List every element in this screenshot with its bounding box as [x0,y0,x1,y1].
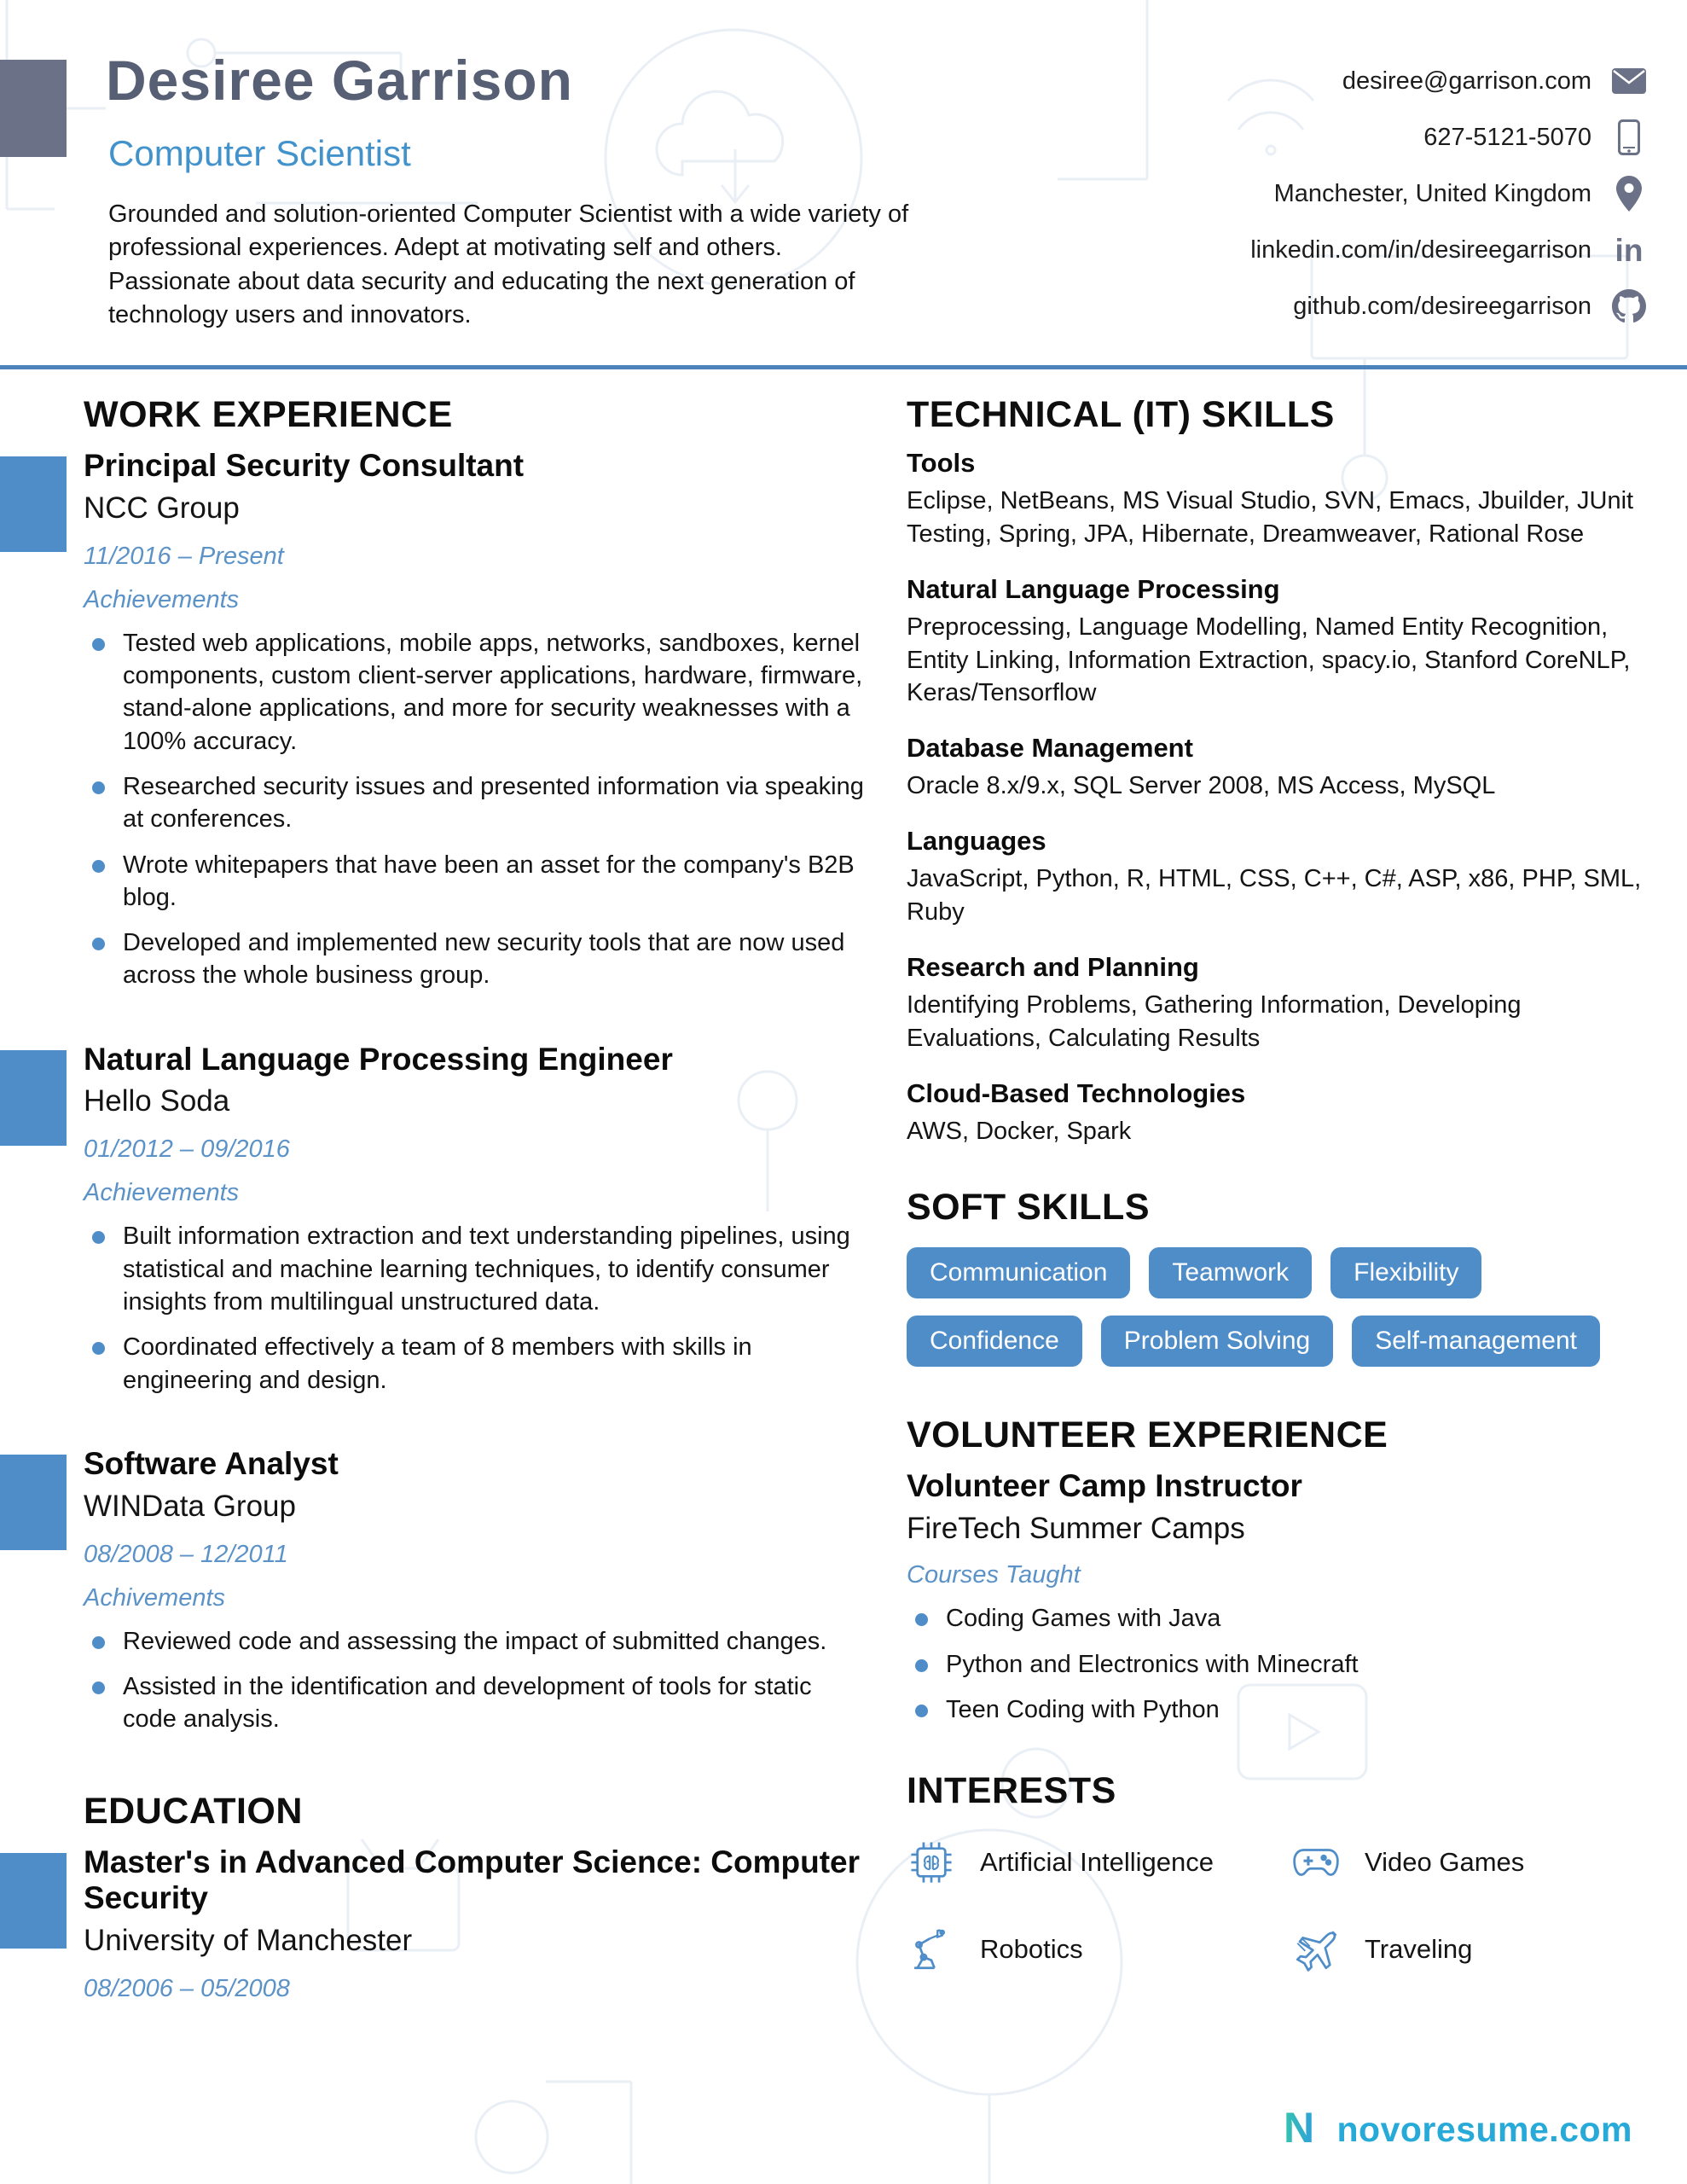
entry-accent-marker [0,1853,67,1949]
entry-accent-marker [0,456,67,552]
phone-icon [1610,119,1648,155]
soft-skills-section [907,1187,1650,1367]
bullet-item: Assisted in the identification and development of tools for static code analysis. [84,1670,864,1736]
interest-label: Traveling [1365,1934,1473,1965]
interest-item [907,1925,1266,1974]
novoresume-logo-icon [1283,2106,1325,2153]
interest-item [1291,1838,1650,1887]
soft-skill-badge: Self-management [1352,1316,1600,1367]
email-icon [1610,68,1648,94]
work-entry-org: NCC Group [84,491,240,525]
soft-skill-badge: Confidence [907,1316,1082,1367]
bullet-item: Coordinated effectively a team of 8 members with skills in engineering and design. [84,1331,864,1397]
contact-linkedin-text[interactable]: linkedin.com/in/desireegarrison [1250,235,1591,264]
soft-skill-badge: Problem Solving [1101,1316,1333,1367]
person-job-title: Computer Scientist [108,133,411,173]
svg-text:N: N [1283,2106,1314,2149]
header-accent-block [0,60,67,157]
skill-group [907,952,1650,1055]
skill-group [907,448,1650,551]
skill-group-name: Database Management [907,733,1193,764]
interest-label: Video Games [1365,1847,1525,1878]
work-entry-achievements-label: Achievements [84,1179,240,1207]
volunteer-courses-label: Courses Taught [907,1561,1081,1589]
education-section [84,1791,864,2004]
education-entry [84,1844,864,2004]
work-entry-date: 01/2012 – 09/2016 [84,1136,290,1164]
airplane-icon [1291,1925,1341,1974]
section-heading-soft-skills: SOFT SKILLS [907,1187,1150,1228]
skill-group-items: Oracle 8.x/9.x, SQL Server 2008, MS Access, MySQL [907,772,1496,800]
skill-group-name: Cloud-Based Technologies [907,1077,1246,1108]
skill-group [907,1078,1650,1148]
ai-chip-icon [907,1838,956,1887]
work-entry-title: Software Analyst [84,1445,339,1481]
section-heading-interests: INTERESTS [907,1770,1116,1812]
robot-arm-icon [907,1925,956,1974]
volunteer-org: FireTech Summer Camps [907,1512,1245,1546]
work-entry [84,1042,864,1397]
soft-skill-badge: Flexibility [1330,1247,1481,1298]
person-name: Desiree Garrison [106,49,573,112]
skill-group-name: Natural Language Processing [907,573,1280,604]
contact-linkedin[interactable] [1250,222,1648,278]
work-entry-title: Principal Security Consultant [84,448,525,483]
skill-group [907,574,1650,711]
bullet-item: Python and Electronics with Minecraft [907,1648,1650,1681]
work-entry [84,1446,864,1736]
work-entry-org: Hello Soda [84,1084,230,1118]
soft-skill-badge: Teamwork [1149,1247,1312,1298]
skill-group [907,826,1650,929]
bullet-item: Researched security issues and presented information via speaking at conferences. [84,770,864,836]
volunteer-title: Volunteer Camp Instructor [907,1468,1302,1504]
skill-group [907,733,1650,803]
interest-label: Artificial Intelligence [980,1847,1214,1878]
bullet-item: Built information extraction and text understanding pipelines, using statistical and machine learning techniques, to identify consumer insights from multilingual unstructured data. [84,1220,864,1318]
section-heading-work-experience: WORK EXPERIENCE [84,394,453,435]
entry-accent-marker [0,1050,67,1146]
contact-location [1250,166,1648,222]
bullet-item: Coding Games with Java [907,1602,1650,1635]
skill-group-items: JavaScript, Python, R, HTML, CSS, C++, C#, ASP, x86, PHP, SML, Ruby [907,865,1642,926]
work-entry-bullets [84,627,864,992]
skill-group-items: Preprocessing, Language Modelling, Named Entity Recognition, Entity Linking, Information Extraction, spacy.io, Stanford CoreNLP, Keras/Tensorflow [907,613,1631,707]
volunteer-bullets [907,1602,1650,1726]
skill-group-name: Tools [907,448,976,478]
linkedin-icon: in [1615,232,1644,268]
header-divider [0,365,1687,369]
soft-skill-badge: Communication [907,1247,1130,1298]
bullet-item: Wrote whitepapers that have been an asset for the company's B2B blog. [84,849,864,915]
skill-group-items: Identifying Problems, Gathering Information, Developing Evaluations, Calculating Results [907,990,1522,1052]
contact-phone [1250,109,1648,166]
novoresume-branding[interactable] [1283,2106,1633,2153]
work-entry-bullets [84,1625,864,1736]
contact-info [1250,53,1648,334]
work-entry-date: 08/2008 – 12/2011 [84,1540,288,1568]
education-school: University of Manchester [84,1924,413,1958]
contact-email-text[interactable]: desiree@garrison.com [1342,67,1591,95]
interests-grid [907,1838,1650,1974]
skill-group-name: Languages [907,826,1046,857]
work-entry [84,448,864,992]
contact-location-text: Manchester, United Kingdom [1273,179,1591,207]
interest-item [1291,1925,1650,1974]
skill-group-name: Research and Planning [907,951,1199,982]
bullet-item: Teen Coding with Python [907,1693,1650,1726]
work-entry-achievements-label: Achievements [84,585,240,613]
right-column [907,394,1650,1974]
work-entry-title: Natural Language Processing Engineer [84,1041,673,1077]
education-date: 08/2006 – 05/2008 [84,1975,290,2003]
github-icon [1610,289,1648,323]
contact-email[interactable] [1250,53,1648,109]
interest-label: Robotics [980,1934,1083,1965]
left-column [84,394,864,2003]
novoresume-brand-text[interactable]: novoresume.com [1336,2110,1632,2149]
interest-item [907,1838,1266,1887]
entry-accent-marker [0,1455,67,1550]
work-entry-org: WINData Group [84,1489,296,1523]
interests-section [907,1770,1650,1974]
contact-github[interactable] [1250,278,1648,334]
work-entry-achievements-label: Achivements [84,1583,226,1612]
work-entry-date: 11/2016 – Present [84,542,284,570]
soft-skill-badges [907,1247,1650,1367]
gamepad-icon [1291,1838,1341,1887]
work-entry-bullets [84,1220,864,1396]
education-degree: Master's in Advanced Computer Science: Computer Security [84,1844,861,1916]
section-heading-volunteer: VOLUNTEER EXPERIENCE [907,1414,1388,1456]
profile-summary: Grounded and solution-oriented Computer Scientist with a wide variety of professional experiences. Adept at motivating self and others. Passionate about data security and educating the next generation of technology users and innovators. [108,200,909,329]
contact-phone-text: 627-5121-5070 [1423,123,1591,151]
bullet-item: Developed and implemented new security tools that are now used across the whole business group. [84,926,864,992]
bullet-item: Tested web applications, mobile apps, networks, sandboxes, kernel components, custom client-server applications, hardware, firmware, stand-alone applications, and more for security weaknesses with a 100% accuracy. [84,627,864,758]
skill-group-items: AWS, Docker, Spark [907,1117,1132,1145]
section-heading-technical-skills: TECHNICAL (IT) SKILLS [907,394,1335,435]
bullet-item: Reviewed code and assessing the impact of submitted changes. [84,1625,864,1658]
skill-group-items: Eclipse, NetBeans, MS Visual Studio, SVN, Emacs, Jbuilder, JUnit Testing, Spring, JPA, Hibernate, Dreamweaver, Rational Rose [907,487,1634,548]
volunteer-section [907,1414,1650,1726]
contact-github-text[interactable]: github.com/desireegarrison [1293,292,1591,320]
section-heading-education: EDUCATION [84,1790,303,1832]
location-icon [1610,176,1648,212]
